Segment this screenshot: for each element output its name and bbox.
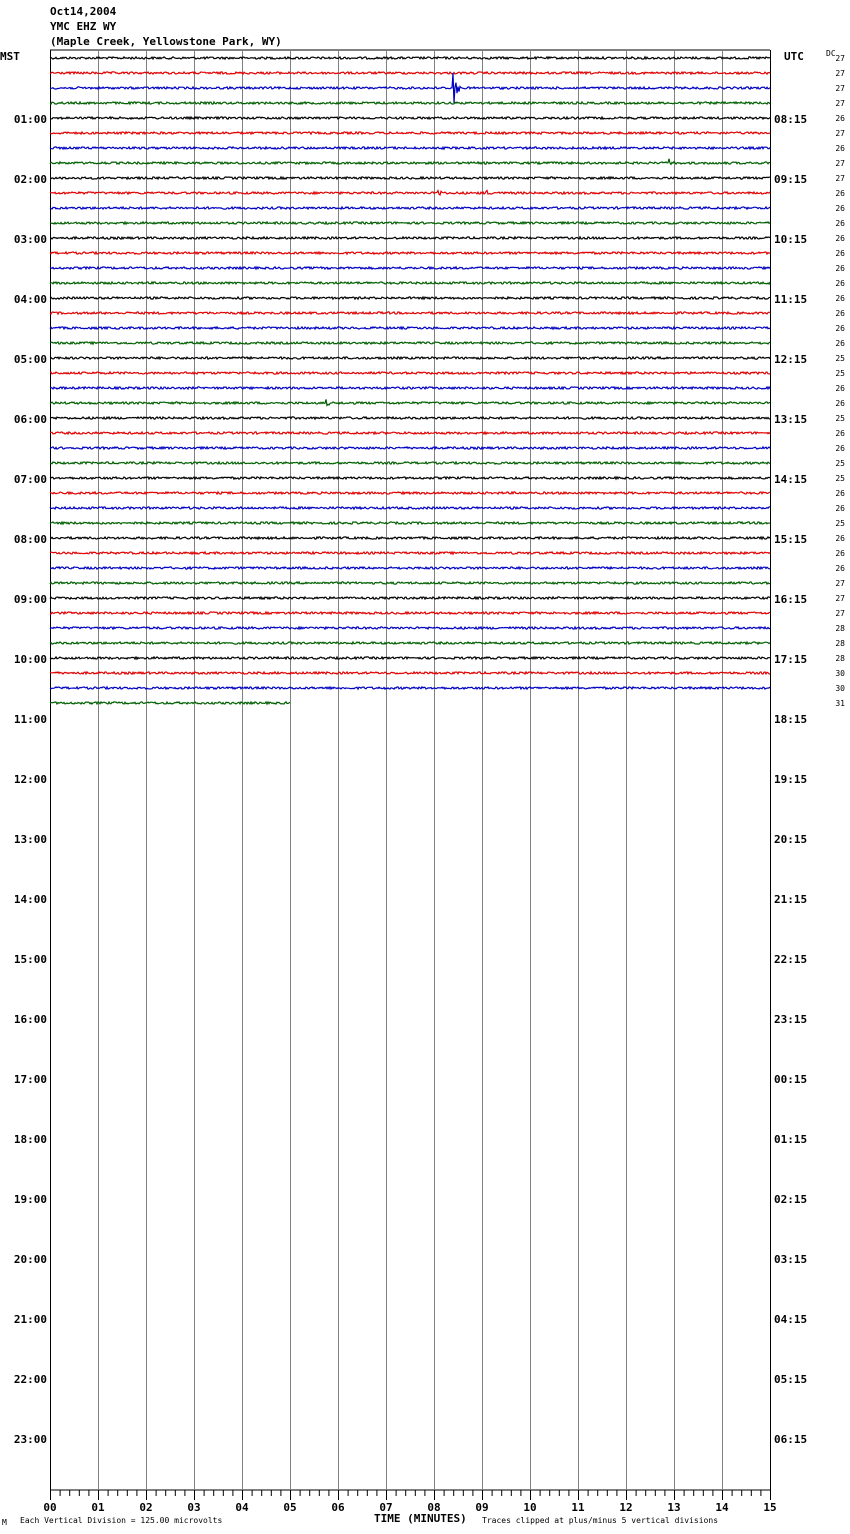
mst-hour-label: 04:00 xyxy=(13,293,47,306)
seismic-trace xyxy=(50,237,770,239)
seismic-trace xyxy=(50,73,770,103)
utc-hour-label: 18:15 xyxy=(774,713,808,726)
x-tick-label: 09 xyxy=(475,1501,489,1514)
dc-offset-label: 26 xyxy=(835,294,845,303)
dc-offset-label: 27 xyxy=(835,84,845,93)
seismic-trace xyxy=(50,612,770,614)
mst-hour-label: 09:00 xyxy=(13,593,47,606)
seismic-trace xyxy=(50,462,770,464)
dc-offset-label: 26 xyxy=(835,489,845,498)
seismic-trace xyxy=(50,597,770,599)
dc-offset-label: 25 xyxy=(835,414,845,423)
dc-offset-label: 26 xyxy=(835,234,845,243)
x-tick-label: 11 xyxy=(571,1501,585,1514)
mst-hour-label: 13:00 xyxy=(13,833,47,846)
mst-hour-label: 23:00 xyxy=(13,1433,47,1446)
mst-hour-label: 03:00 xyxy=(13,233,47,246)
dc-offset-label: 26 xyxy=(835,399,845,408)
seismic-trace xyxy=(50,282,770,284)
mst-hour-label: 01:00 xyxy=(13,113,47,126)
seismic-trace xyxy=(50,627,770,629)
x-tick-label: 14 xyxy=(715,1501,729,1514)
seismic-trace xyxy=(50,207,770,209)
x-tick-label: 13 xyxy=(667,1501,681,1514)
utc-hour-label: 10:15 xyxy=(774,233,808,246)
dc-offset-label: 27 xyxy=(835,54,845,63)
x-tick-label: 03 xyxy=(187,1501,201,1514)
seismic-trace xyxy=(50,252,770,254)
clip-note: Traces clipped at plus/minus 5 vertical divisions xyxy=(482,1516,719,1525)
seismic-trace xyxy=(50,72,770,74)
utc-hour-label: 00:15 xyxy=(774,1073,808,1086)
location-label: (Maple Creek, Yellowstone Park, WY) xyxy=(50,35,282,48)
dc-offset-label: 26 xyxy=(835,204,845,213)
mst-hour-label: 11:00 xyxy=(13,713,47,726)
seismic-trace xyxy=(50,132,770,134)
seismic-trace xyxy=(50,432,770,434)
mst-hour-label: 12:00 xyxy=(13,773,47,786)
utc-hour-label: 12:15 xyxy=(774,353,808,366)
seismic-trace xyxy=(50,522,770,524)
seismic-trace xyxy=(50,222,770,224)
seismic-trace xyxy=(50,552,770,554)
utc-hour-label: 14:15 xyxy=(774,473,808,486)
seismic-trace xyxy=(50,582,770,584)
seismic-trace xyxy=(50,507,770,509)
x-tick-label: 10 xyxy=(523,1501,537,1514)
seismic-trace xyxy=(50,342,770,344)
dc-offset-label: 26 xyxy=(835,444,845,453)
dc-offset-label: 26 xyxy=(835,534,845,543)
seismic-trace xyxy=(50,477,770,479)
mst-hour-label: 02:00 xyxy=(13,173,47,186)
x-tick-label: 02 xyxy=(139,1501,153,1514)
dc-offset-label: 26 xyxy=(835,189,845,198)
seismic-trace xyxy=(50,57,770,59)
seismic-trace xyxy=(50,312,770,314)
mst-hour-label: 16:00 xyxy=(13,1013,47,1026)
seismic-trace xyxy=(50,177,770,179)
mst-hour-label: 08:00 xyxy=(13,533,47,546)
seismic-trace xyxy=(50,399,770,405)
dc-offset-label: 26 xyxy=(835,564,845,573)
dc-offset-label: 26 xyxy=(835,549,845,558)
mst-hour-label: 17:00 xyxy=(13,1073,47,1086)
utc-hour-label: 05:15 xyxy=(774,1373,808,1386)
utc-hour-label: 17:15 xyxy=(774,653,808,666)
x-tick-label: 00 xyxy=(43,1501,57,1514)
dc-offset-label: 25 xyxy=(835,474,845,483)
x-tick-label: 04 xyxy=(235,1501,249,1514)
seismic-trace xyxy=(50,327,770,329)
seismic-trace xyxy=(50,702,290,704)
dc-offset-label: 26 xyxy=(835,309,845,318)
dc-offset-label: 26 xyxy=(835,264,845,273)
utc-hour-label: 02:15 xyxy=(774,1193,808,1206)
seismic-trace xyxy=(50,147,770,149)
utc-hour-label: 13:15 xyxy=(774,413,808,426)
utc-hour-label: 23:15 xyxy=(774,1013,808,1026)
dc-offset-label: 26 xyxy=(835,144,845,153)
dc-offset-label: 28 xyxy=(835,639,845,648)
dc-offset-label: 27 xyxy=(835,159,845,168)
station-label: YMC EHZ WY xyxy=(50,20,117,33)
seismic-trace xyxy=(50,567,770,569)
utc-hour-label: 21:15 xyxy=(774,893,808,906)
seismic-trace xyxy=(50,387,770,389)
seismic-trace xyxy=(50,447,770,449)
seismic-trace xyxy=(50,357,770,359)
mst-hour-label: 20:00 xyxy=(13,1253,47,1266)
mst-axis-label: MST xyxy=(0,50,20,63)
dc-offset-label: 27 xyxy=(835,99,845,108)
dc-offset-label: 25 xyxy=(835,459,845,468)
mst-hour-label: 18:00 xyxy=(13,1133,47,1146)
scale-note: Each Vertical Division = 125.00 microvolts xyxy=(20,1516,223,1525)
utc-hour-label: 08:15 xyxy=(774,113,808,126)
x-tick-label: 01 xyxy=(91,1501,105,1514)
corner-mark: M xyxy=(2,1518,7,1527)
dc-offset-label: 27 xyxy=(835,594,845,603)
seismic-trace xyxy=(50,267,770,269)
dc-offset-label: 26 xyxy=(835,219,845,228)
dc-offset-label: 26 xyxy=(835,114,845,123)
dc-offset-label: 26 xyxy=(835,429,845,438)
utc-hour-label: 11:15 xyxy=(774,293,808,306)
date-label: Oct14,2004 xyxy=(50,5,117,18)
dc-offset-label: 31 xyxy=(835,699,845,708)
seismic-trace xyxy=(50,117,770,119)
utc-axis-label: UTC xyxy=(784,50,804,63)
utc-hour-label: 04:15 xyxy=(774,1313,808,1326)
seismic-trace xyxy=(50,417,770,419)
dc-offset-label: 28 xyxy=(835,624,845,633)
dc-offset-label: 26 xyxy=(835,504,845,513)
seismic-trace xyxy=(50,687,770,689)
utc-hour-label: 22:15 xyxy=(774,953,808,966)
utc-hour-label: 15:15 xyxy=(774,533,808,546)
x-tick-label: 06 xyxy=(331,1501,345,1514)
seismic-trace xyxy=(50,492,770,494)
mst-hour-label: 07:00 xyxy=(13,473,47,486)
seismic-trace xyxy=(50,642,770,644)
x-tick-label: 07 xyxy=(379,1501,393,1514)
x-tick-label: 12 xyxy=(619,1501,633,1514)
dc-offset-label: 30 xyxy=(835,669,845,678)
utc-hour-label: 03:15 xyxy=(774,1253,808,1266)
x-tick-label: 15 xyxy=(763,1501,777,1514)
seismic-trace xyxy=(50,190,770,195)
dc-offset-label: 27 xyxy=(835,579,845,588)
seismic-trace xyxy=(50,537,770,539)
mst-hour-label: 15:00 xyxy=(13,953,47,966)
utc-hour-label: 20:15 xyxy=(774,833,808,846)
seismic-trace xyxy=(50,159,770,165)
x-tick-label: 08 xyxy=(427,1501,441,1514)
mst-hour-label: 19:00 xyxy=(13,1193,47,1206)
seismic-trace xyxy=(50,372,770,374)
x-axis-title: TIME (MINUTES) xyxy=(374,1512,467,1525)
dc-offset-label: 25 xyxy=(835,354,845,363)
dc-offset-label: 25 xyxy=(835,519,845,528)
x-tick-label: 05 xyxy=(283,1501,297,1514)
seismic-trace xyxy=(50,672,770,674)
mst-hour-label: 14:00 xyxy=(13,893,47,906)
mst-hour-label: 05:00 xyxy=(13,353,47,366)
seismic-trace xyxy=(50,297,770,299)
utc-hour-label: 06:15 xyxy=(774,1433,808,1446)
dc-offset-label: 26 xyxy=(835,279,845,288)
dc-offset-label: 28 xyxy=(835,654,845,663)
seismic-trace xyxy=(50,102,770,104)
dc-offset-label: 26 xyxy=(835,384,845,393)
dc-offset-label: 26 xyxy=(835,324,845,333)
mst-hour-label: 21:00 xyxy=(13,1313,47,1326)
dc-offset-label: 25 xyxy=(835,369,845,378)
dc-offset-label: 27 xyxy=(835,129,845,138)
mst-hour-label: 22:00 xyxy=(13,1373,47,1386)
dc-offset-label: 26 xyxy=(835,249,845,258)
dc-offset-label: 27 xyxy=(835,69,845,78)
utc-hour-label: 09:15 xyxy=(774,173,808,186)
utc-hour-label: 16:15 xyxy=(774,593,808,606)
dc-offset-label: 27 xyxy=(835,174,845,183)
mst-hour-label: 10:00 xyxy=(13,653,47,666)
utc-hour-label: 19:15 xyxy=(774,773,808,786)
mst-hour-label: 06:00 xyxy=(13,413,47,426)
utc-hour-label: 01:15 xyxy=(774,1133,808,1146)
dc-offset-label: 30 xyxy=(835,684,845,693)
dc-offset-label: 26 xyxy=(835,339,845,348)
dc-offset-label: 27 xyxy=(835,609,845,618)
seismic-trace xyxy=(50,657,770,659)
dc-label: DC xyxy=(826,49,836,58)
